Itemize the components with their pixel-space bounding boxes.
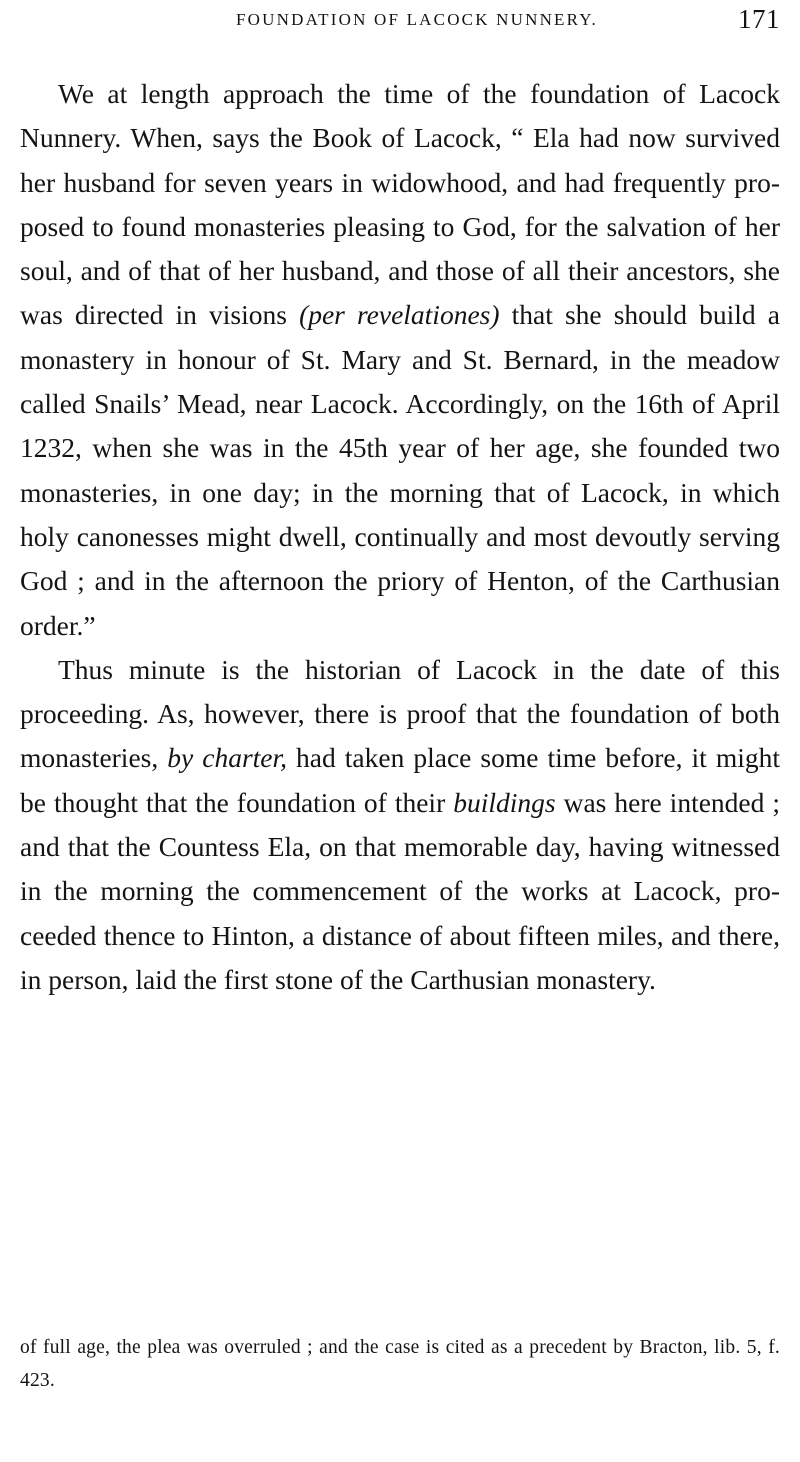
paragraph-1 <box>20 72 780 648</box>
paragraph-1-italic-latin: (per revelationes) <box>299 299 500 331</box>
main-text <box>20 72 780 1002</box>
paragraph-1-text-2: that she should build a monastery in honour of St. Mary and St. Bernard, in the meadow called Snails’ Mead, near Lacock. Accordingly, on the 16th of April 1232, when she was in the 45th year of her age, she founded two monasteries, in one day; in the morning that of Lacock, in which holy canonesses might dwell, continually and most devoutly serving God ; and in the afternoon the priory of Henton, of the Carthusian order.” <box>20 299 780 641</box>
paragraph-2-italic-buildings: buildings <box>453 786 556 818</box>
page-header <box>20 4 780 38</box>
running-title: FOUNDATION OF LACOCK NUNNERY. <box>236 10 598 29</box>
footnote <box>20 1331 780 1397</box>
page-number: 171 <box>738 4 780 34</box>
paragraph-2-text-1: Thus minute is the historian of Lacock in the date of this proceeding. As, however, there is proof that the foundation of both monasteries, <box>20 653 780 774</box>
footnote-text: of full age, the plea was overruled ; and the case is cited as a precedent by Bracton, lib. 5, f. 423. <box>20 1337 780 1391</box>
paragraph-1-text-1: We at length approach the time of the foundation of Lacock Nunnery. When, says the Book of Lacock, “ Ela had now survived her husband for seven years in widowhood, and had frequently proposed to found monasteries pleasing to God, for the salvation of her soul, and of that of her husband, and those of all their ancestors, she was directed in visions <box>20 78 780 331</box>
paragraph-2-italic-charter: by charter, <box>167 742 288 774</box>
paragraph-2-text-3: was here intended ; and that the Countess Ela, on that memorable day, having witnessed in the morning the commencement of the works at Lacock, proceeded thence to Hinton, a distance of about fifteen miles, and there, in person, laid the first stone of the Carthusian monastery. <box>20 786 781 995</box>
paragraph-2 <box>20 648 780 1002</box>
paragraph-2-text-2: had taken place some time before, it might be thought that the foundation of their <box>20 742 780 818</box>
